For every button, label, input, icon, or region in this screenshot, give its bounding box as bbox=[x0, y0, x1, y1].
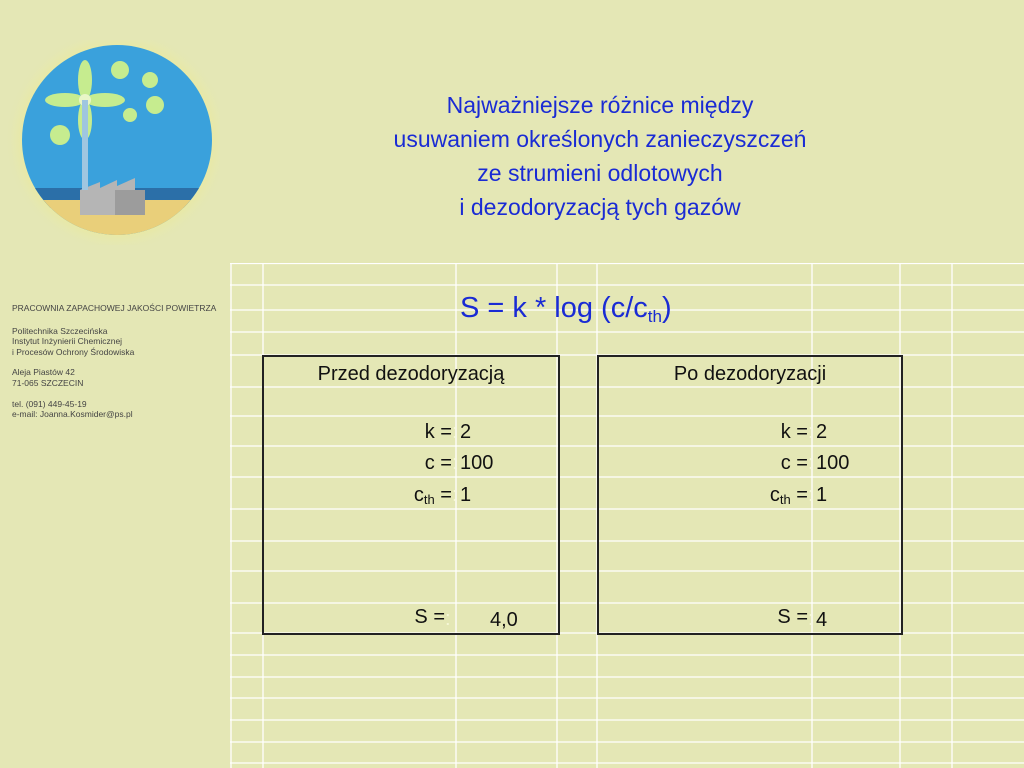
before-cth-eq: = bbox=[434, 484, 452, 506]
university-name: Politechnika Szczecińska bbox=[12, 325, 108, 336]
after-cth-value: 1 bbox=[816, 484, 828, 506]
logo-emblem bbox=[5, 40, 220, 245]
institute-line-1: Instytut Inżynierii Chemicznej bbox=[12, 336, 123, 347]
before-c-row bbox=[262, 452, 452, 476]
before-header: Przed dezodoryzacją bbox=[317, 363, 505, 385]
before-cth-value: 1 bbox=[460, 484, 472, 506]
after-s-row bbox=[597, 606, 808, 630]
formula bbox=[460, 292, 672, 327]
before-cth-label-group bbox=[414, 484, 452, 507]
formula-close: ) bbox=[661, 292, 672, 324]
before-s-sep: : bbox=[445, 608, 451, 630]
title-line: usuwaniem określonych zanieczyszczeń bbox=[393, 126, 807, 152]
address-line-2: 71-065 SZCZECIN bbox=[12, 377, 84, 388]
before-s-row bbox=[262, 606, 445, 630]
address-line-1: Aleja Piastów 42 bbox=[12, 367, 75, 378]
title-line: ze strumieni odlotowych bbox=[477, 160, 723, 186]
before-k-value: 2 bbox=[460, 421, 472, 443]
after-k-row bbox=[597, 421, 808, 445]
after-s-value: 4 bbox=[816, 609, 828, 631]
before-c-label: c = bbox=[424, 452, 452, 474]
after-header: Po dezodoryzacji bbox=[673, 363, 827, 385]
lab-name: PRACOWNIA ZAPACHOWEJ JAKOŚCI POWIETRZA bbox=[12, 303, 217, 313]
before-k-row bbox=[262, 421, 452, 445]
email: e-mail: Joanna.Kosmider@ps.pl bbox=[12, 409, 133, 420]
before-cth-row bbox=[262, 484, 452, 508]
after-cth-row bbox=[597, 484, 808, 508]
logo-icon bbox=[5, 40, 220, 245]
after-s-label: S = bbox=[777, 606, 808, 628]
before-k-label: k = bbox=[424, 421, 452, 443]
before-c-value: 100 bbox=[460, 452, 494, 474]
after-cth-sub: th bbox=[779, 492, 791, 507]
before-c-sep: : bbox=[452, 452, 458, 474]
before-cth-sep: : bbox=[452, 484, 458, 506]
phone: tel. (091) 449-45-19 bbox=[12, 398, 87, 409]
title-line: i dezodoryzacją tych gazów bbox=[459, 194, 741, 220]
after-c-row bbox=[597, 452, 808, 476]
after-cth-label: c bbox=[769, 484, 780, 506]
after-k-sep: : bbox=[808, 421, 814, 443]
after-cth-sep: : bbox=[808, 484, 814, 506]
title-line: Najważniejsze różnice między bbox=[446, 92, 754, 118]
after-c-label: c = bbox=[780, 452, 808, 474]
after-c-sep: : bbox=[808, 452, 814, 474]
after-s-sep: : bbox=[808, 608, 814, 630]
formula-main: S = k * log (c/c bbox=[460, 292, 648, 324]
institute-line-2: i Procesów Ochrony Środowiska bbox=[12, 346, 135, 357]
slide-title bbox=[300, 88, 900, 224]
after-cth-label-group bbox=[770, 484, 808, 507]
after-cth-eq: = bbox=[790, 484, 808, 506]
after-k-label: k = bbox=[780, 421, 808, 443]
after-c-value: 100 bbox=[816, 452, 850, 474]
before-cth-label: c bbox=[413, 484, 424, 506]
before-s-label: S = bbox=[414, 606, 445, 628]
before-s-value: 4,0 bbox=[490, 609, 518, 631]
before-cth-sub: th bbox=[423, 492, 435, 507]
before-k-sep: : bbox=[452, 421, 458, 443]
formula-subscript: th bbox=[647, 307, 662, 326]
after-k-value: 2 bbox=[816, 421, 828, 443]
institution-info bbox=[12, 303, 227, 420]
